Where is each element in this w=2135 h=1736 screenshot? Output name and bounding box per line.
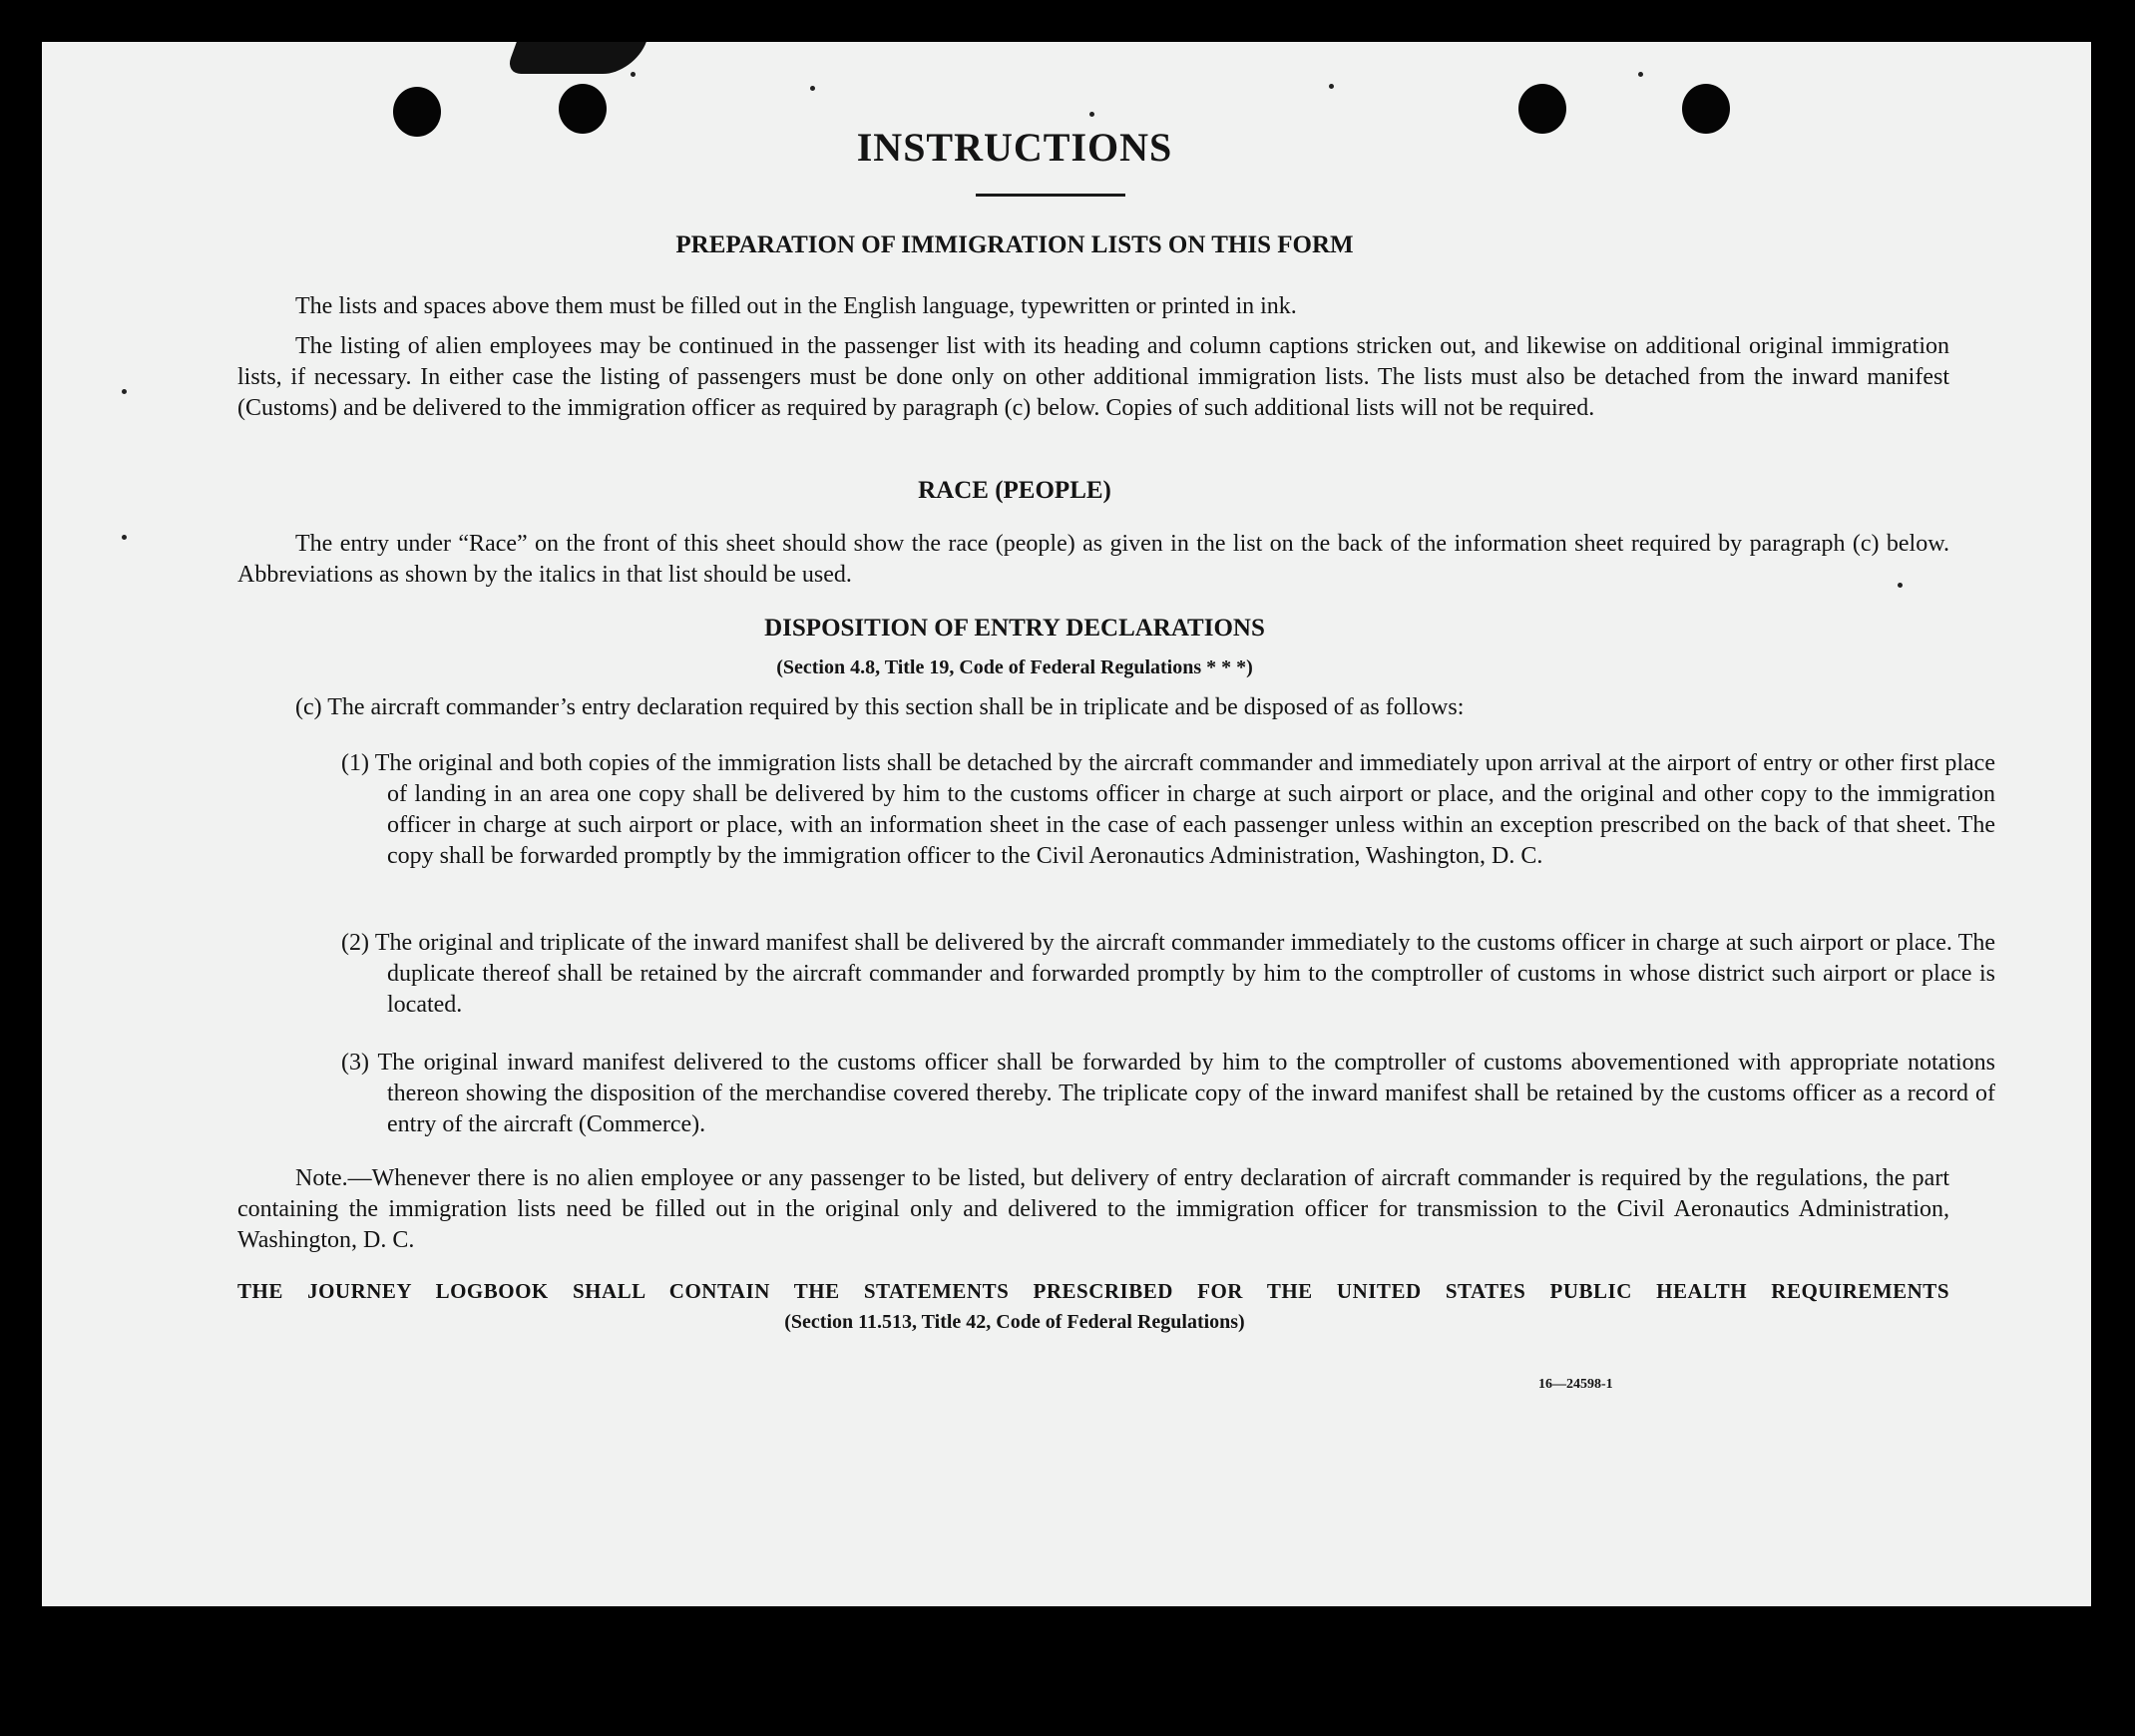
note-paragraph: Note.—Whenever there is no alien employee or any passenger to be listed, but delivery of entry declaration of aircraft commander is required by the regulations, the part containing the immigration lists need be filled out in the original only and delivered to the immigration officer for transmission to the Civil Aeronautics Administration, Washington, D. C. xyxy=(237,1165,1949,1253)
page-title: INSTRUCTIONS xyxy=(856,125,1173,170)
dust-speck xyxy=(1089,112,1094,117)
dust-speck xyxy=(631,72,636,77)
logbook-citation: (Section 11.513, Title 42, Code of Federal Regulations) xyxy=(784,1311,1245,1333)
section-heading-disposition: DISPOSITION OF ENTRY DECLARATIONS xyxy=(764,615,1265,642)
disposition-item-1: (1) The original and both copies of the immigration lists shall be detached by the aircraft commander and immediately upon arrival at the airport of entry or other first place of landing in an area one copy shall be delivered by him to the customs officer in charge at such airport or place, and the original and other copy to the immigration officer in charge at such airport or place, with an information sheet in the case of each passenger unless within an exception prescribed on the back of that sheet. The copy shall be forwarded promptly by the immigration officer to the Civil Aeronautics Administration, Washington, D. C. xyxy=(341,750,1995,869)
dust-speck xyxy=(1329,84,1334,89)
preparation-paragraph-1: The lists and spaces above them must be filled out in the English language, typewritten or printed in ink. xyxy=(295,293,1297,319)
race-paragraph: The entry under “Race” on the front of this sheet should show the race (people) as given in the list on the back of the information sheet required by paragraph (c) below. Abbreviations as shown by the italics in that list should be used. xyxy=(237,531,1949,588)
section-heading-preparation: PREPARATION OF IMMIGRATION LISTS ON THIS FORM xyxy=(675,231,1354,258)
dust-speck xyxy=(1638,72,1643,77)
section-heading-race: RACE (PEOPLE) xyxy=(918,477,1111,504)
dust-speck xyxy=(122,389,127,394)
title-underline xyxy=(976,194,1125,197)
disposition-item-3: (3) The original inward manifest delivered to the customs officer shall be forwarded by him to the comptroller of customs abovementioned with appropriate notations thereon showing the disposition of the merchandise covered thereby. The triplicate copy of the inward manifest shall be retained by the customs officer as a record of entry of the aircraft (Commerce). xyxy=(341,1050,1995,1137)
torn-corner xyxy=(505,42,646,74)
dust-speck xyxy=(122,535,127,540)
disposition-item-2: (2) The original and triplicate of the inward manifest shall be delivered by the aircraft commander immediately to the customs officer in charge at such airport or place. The duplicate thereof shall be retained by the aircraft commander and forwarded promptly by him to the comptroller of customs in whose district such airport or place is located. xyxy=(341,930,1995,1018)
form-number: 16—24598-1 xyxy=(1538,1377,1613,1392)
preparation-paragraph-2: The listing of alien employees may be continued in the passenger list with its heading and column captions stricken out, and likewise on additional original immigration lists, if necessary. In either case the listing of passengers must be done only on other additional immigration lists. The lists must also be detached from the inward manifest (Customs) and be delivered to the immigration officer as required by paragraph (c) below. Copies of such additional lists will not be required. xyxy=(237,333,1949,421)
disposition-citation: (Section 4.8, Title 19, Code of Federal Regulations * * *) xyxy=(776,656,1253,678)
paper-sheet xyxy=(42,42,2091,1606)
disposition-intro: (c) The aircraft commander’s entry declaration required by this section shall be in triplicate and be disposed of as follows: xyxy=(295,694,1465,720)
logbook-statement: THE JOURNEY LOGBOOK SHALL CONTAIN THE STATEMENTS PRESCRIBED FOR THE UNITED STATES PUBLIC HEALTH REQUIREMENTS xyxy=(237,1279,1949,1303)
dust-speck xyxy=(810,86,815,91)
